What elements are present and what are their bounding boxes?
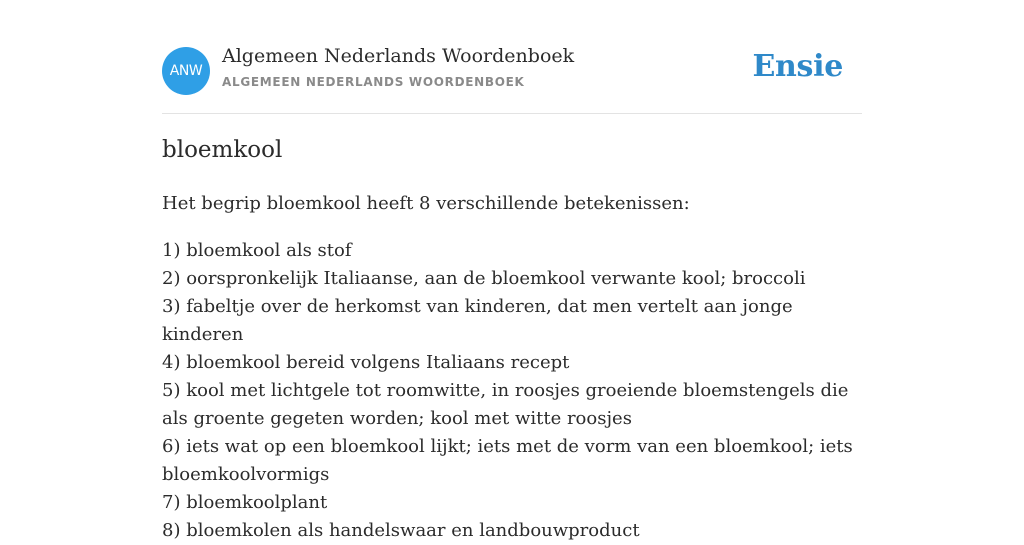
- meaning-item: 6) iets wat op een bloemkool lijkt; iets met de vorm van een bloemkool; iets bloemkoolvormigs: [162, 436, 853, 485]
- meaning-item: 8) bloemkolen als handelswaar en landbouwproduct: [162, 520, 640, 541]
- source-title[interactable]: Algemeen Nederlands Woordenboek: [222, 45, 575, 67]
- meaning-item: 5) kool met lichtgele tot roomwitte, in roosjes groeiende bloemstengels die als groente gegeten worden; kool met witte roosjes: [162, 380, 849, 429]
- meaning-item: 3) fabeltje over de herkomst van kinderen, dat men vertelt aan jonge kinderen: [162, 296, 793, 345]
- entry-term: bloemkool: [162, 137, 283, 163]
- meaning-item: 1) bloemkool als stof: [162, 240, 352, 261]
- entry-intro: Het begrip bloemkool heeft 8 verschillende betekenissen:: [162, 193, 690, 214]
- page: [162, 0, 862, 541]
- source-subtitle: ALGEMEEN NEDERLANDS WOORDENBOEK: [222, 75, 525, 89]
- meaning-item: 7) bloemkoolplant: [162, 492, 328, 513]
- meanings-list: [162, 237, 862, 545]
- anw-logo[interactable]: ANW: [162, 47, 210, 95]
- ensie-brand-link[interactable]: Ensie: [752, 49, 843, 84]
- source-header: [162, 0, 862, 114]
- meaning-item: 4) bloemkool bereid volgens Italiaans recept: [162, 352, 570, 373]
- meaning-item: 2) oorspronkelijk Italiaanse, aan de bloemkool verwante kool; broccoli: [162, 268, 806, 289]
